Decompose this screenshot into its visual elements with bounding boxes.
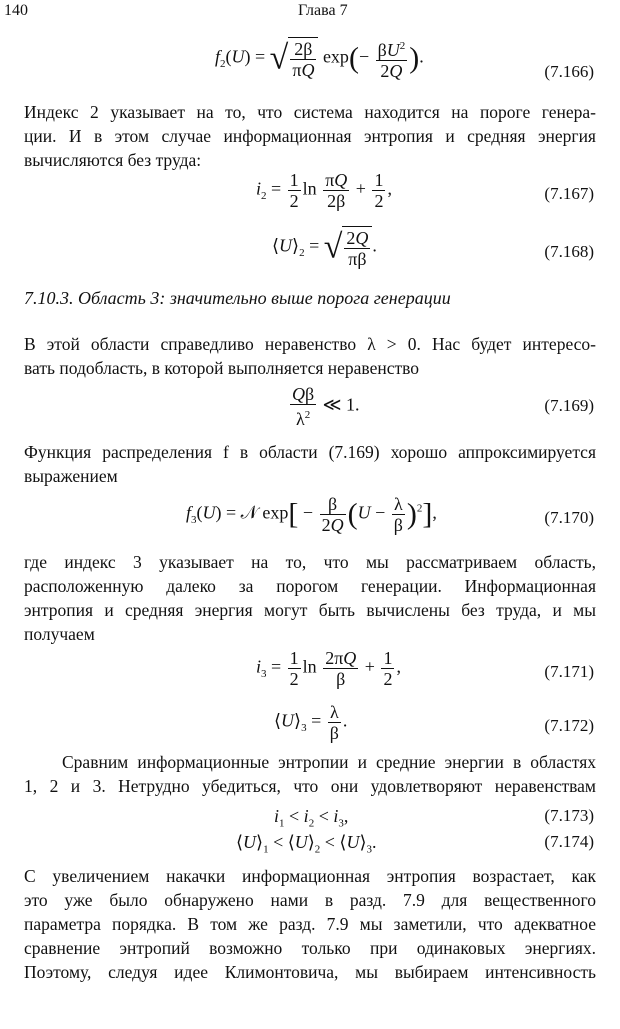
equation-number: (7.173) — [544, 806, 594, 825]
text-line: получаем — [24, 624, 95, 644]
equation-7-174: $⟨U⟩_1$ < $⟨U⟩_2$ < $⟨U⟩_3$. — [236, 832, 377, 856]
equation-7-166: $f_2(U)$ = √ $\frac{2\beta}{\pi Q}$ exp(− $\frac{\beta U^2}{2Q}$ ). — [215, 36, 424, 81]
text-line: расположенную далеко за порогом генерации. Информационная — [24, 576, 596, 596]
equation-7-170: $f_3(U)$ = 𝒩 exp[ − $\frac{\beta}{2Q}$ (U − $\frac{\lambda}{\beta}$ )$^2$], — [186, 494, 437, 535]
equation-number: (7.172) — [544, 716, 594, 735]
text-line: Функция распределения f в области (7.169) хорошо аппроксимируется — [24, 442, 596, 462]
equation-7-169: $\frac{Q\beta}{\lambda^2}$ ≪ 1. — [292, 384, 360, 429]
text-line: Сравним информационные энтропии и средние энергии в областях — [62, 752, 596, 772]
text-line: выражением — [24, 466, 118, 486]
equation-number: (7.170) — [544, 508, 594, 527]
equation-7-168: $⟨U⟩_2$ = √ $\frac{2Q}{\pi\beta}$ . — [272, 228, 377, 269]
text-line: сравнение энтропий возможно только при одинаковых энергиях. — [24, 938, 596, 958]
text-line: это уже было обнаружено нами в разд. 7.9 для вещественного — [24, 890, 596, 910]
text-line: Поэтому, следуя идее Климонтовича, мы выбираем интенсивность — [24, 962, 596, 982]
paragraph — [24, 440, 596, 488]
text-line: энтропия и средняя энергия могут быть вычислены без труда, и мы — [24, 600, 596, 620]
paragraph — [24, 750, 596, 798]
text-line: Индекс 2 указывает на то, что система находится на пороге генера- — [24, 102, 596, 122]
text-line: ции. И в этом случае информационная энтропия и средняя энергия — [24, 126, 596, 146]
equation-number: (7.174) — [544, 832, 594, 851]
text-line: параметра порядка. В том же разд. 7.9 мы заметили, что адекватное — [24, 914, 596, 934]
equation-7-173: $i_1 < i_2 < i_3$, — [274, 806, 349, 830]
paragraph — [24, 100, 596, 172]
paragraph — [24, 550, 596, 646]
equation-7-172: $⟨U⟩_3$ = $\frac{\lambda}{\beta}$ . — [274, 702, 348, 743]
equation-number: (7.168) — [544, 242, 594, 261]
text-line: В этой области справедливо неравенство λ > 0. Нас будет интересо- — [24, 334, 596, 354]
text-line: вать подобласть, в которой выполняется неравенство — [24, 358, 420, 378]
equation-7-171: $i_3$ = $\frac{1}{2}$ ln $\frac{2\pi Q}{\beta}$ + $\frac{1}{2}$ , — [256, 648, 401, 689]
text-line: вычисляются без труда: — [24, 150, 202, 170]
page-number: 140 — [4, 2, 28, 19]
text-line: где индекс 3 указывает на то, что мы рассматриваем область, — [24, 552, 596, 572]
equation-7-167: $i_2$ = $\frac{1}{2}$ ln $\frac{\pi Q}{2\beta}$ + $\frac{1}{2}$ , — [256, 170, 392, 211]
text-line: 1, 2 и 3. Нетрудно убедиться, что они удовлетворяют неравенствам — [24, 776, 596, 796]
paragraph — [24, 332, 596, 380]
section-title: 7.10.3. Область 3: значительно выше порога генерации — [24, 288, 451, 308]
running-header: Глава 7 — [298, 2, 348, 19]
equation-number: (7.169) — [544, 396, 594, 415]
text-line: С увеличением накачки информационная энтропия возрастает, как — [24, 866, 596, 886]
equation-number: (7.166) — [544, 62, 594, 81]
equation-number: (7.171) — [544, 662, 594, 681]
paragraph — [24, 864, 596, 984]
equation-number: (7.167) — [544, 184, 594, 203]
